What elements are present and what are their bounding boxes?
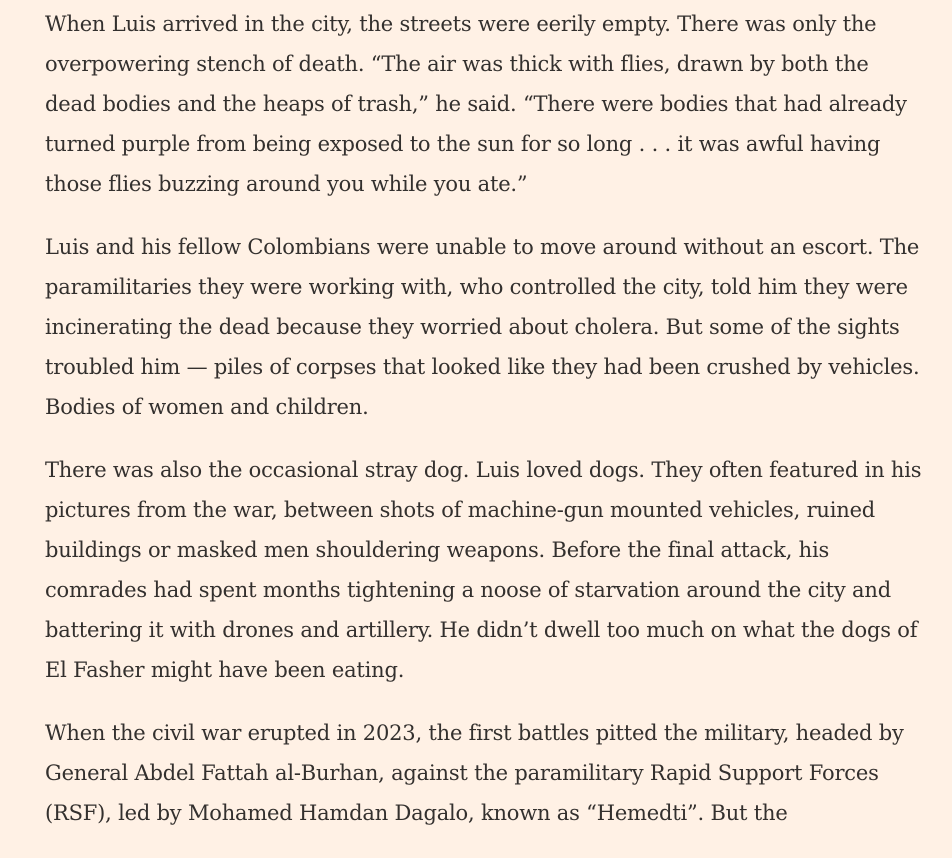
paragraph-2: Luis and his fellow Colombians were unable to move around without an escort. The paramilitaries they were working with, who controlled the city, told him they were incinerating the dead because they worried about cholera. But some of the sights troubled him — piles of corpses that looked like they had been crushed by vehicles. Bodies of women and children. [45, 235, 920, 419]
paragraph-4: When the civil war erupted in 2023, the first battles pitted the military, headed by General Abdel Fattah al-Burhan, against the paramilitary Rapid Support Forces (RSF), led by Mohamed Hamdan Dagalo, known as “Hemedti”. But the [45, 721, 904, 825]
paragraph-1: When Luis arrived in the city, the streets were eerily empty. There was only the overpowering stench of death. “The air was thick with flies, drawn by both the dead bodies and the heaps of trash,” he said. “There were bodies that had already turned purple from being exposed to the sun for so long . . . it was awful having those flies buzzing around you while you ate.” [45, 12, 907, 196]
article-body [45, 4, 925, 856]
paragraph-3: There was also the occasional stray dog. Luis loved dogs. They often featured in his pictures from the war, between shots of machine-gun mounted vehicles, ruined buildings or masked men shouldering weapons. Before the final attack, his comrades had spent months tightening a noose of starvation around the city and battering it with drones and artillery. He didn’t dwell too much on what the dogs of El Fasher might have been eating. [45, 458, 922, 682]
